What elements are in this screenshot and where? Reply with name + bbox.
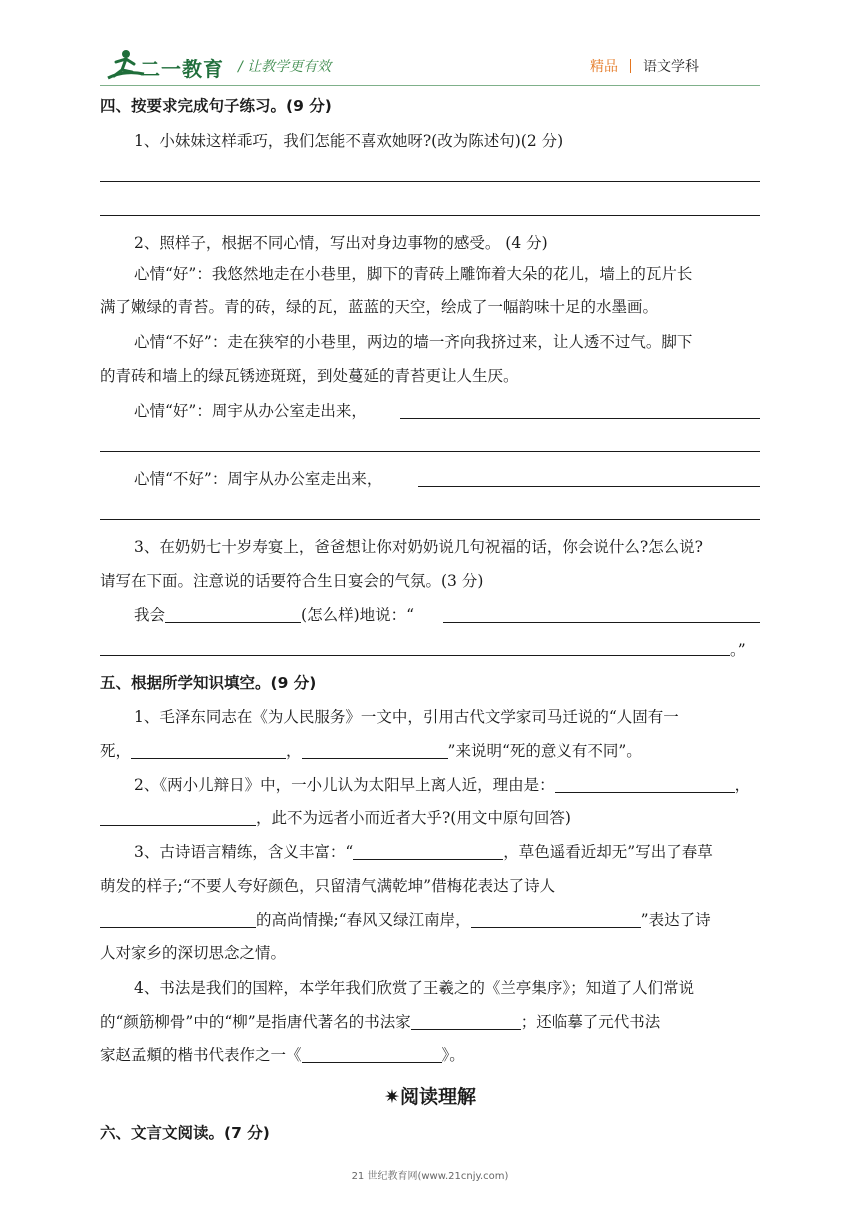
s4-question-3-line-1: 3、在奶奶七十岁寿宴上，爸爸想让你对奶奶说几句祝福的话，你会说什么?怎么说? xyxy=(134,538,703,556)
s5-question-3-line-1 xyxy=(134,842,713,862)
text-fragment: 2、《两小儿辩日》中，一小儿认为太阳早上离人近，理由是： xyxy=(134,776,555,794)
fill-blank[interactable] xyxy=(471,911,641,928)
fill-blank[interactable] xyxy=(131,742,286,759)
header-divider xyxy=(100,85,760,86)
text-fragment: 》。 xyxy=(441,1046,465,1064)
page-header xyxy=(0,0,860,90)
text-fragment: 死， xyxy=(100,742,132,760)
answer-line[interactable] xyxy=(100,655,730,656)
q3-how-label: (怎么样)地说：“ xyxy=(301,606,415,624)
section-5-title: 五、根据所学知识填空。(9 分) xyxy=(100,674,317,692)
s5-question-4-line-3 xyxy=(100,1045,465,1065)
s5-question-3-line-2: 萌发的样子;“不要人夸好颜色，只留清气满乾坤”借梅花表达了诗人 xyxy=(100,877,556,895)
text-fragment: ，草色遥看近却无”写出了春草 xyxy=(503,843,713,861)
fill-blank[interactable] xyxy=(353,843,503,860)
answer-line[interactable] xyxy=(100,451,760,452)
subject-text: 语文学科 xyxy=(643,59,699,75)
answer-line[interactable] xyxy=(443,622,760,623)
answer-line[interactable] xyxy=(418,486,760,487)
slogan: / 让教学更有效 xyxy=(238,59,332,75)
brand-text: 精品 xyxy=(590,59,618,75)
fill-blank[interactable] xyxy=(302,742,448,759)
text-fragment: 家赵孟頫的楷书代表作之一《 xyxy=(100,1046,302,1064)
q3-answer-line xyxy=(134,605,414,625)
text-fragment: ，此不为远者小而近者大乎?(用文中原句回答) xyxy=(256,809,571,827)
s5-question-3-line-3 xyxy=(100,910,711,930)
section-6-title: 六、文言文阅读。(7 分) xyxy=(100,1124,270,1142)
page-footer: 21 世纪教育网(www.21cnjy.com) xyxy=(351,1171,509,1182)
example-bad-line-2: 的青砖和墙上的绿瓦锈迹斑斑，到处蔓延的青苔更让人生厌。 xyxy=(100,367,519,385)
fill-blank[interactable] xyxy=(302,1046,442,1063)
brand-label xyxy=(590,56,699,76)
text-fragment: 的“颜筋柳骨”中的“柳”是指唐代著名的书法家 xyxy=(100,1013,411,1031)
text-fragment: 3、古诗语言精练，含义丰富：“ xyxy=(134,843,354,861)
s5-question-1-line-1: 1、毛泽东同志在《为人民服务》一文中，引用古代文学家司马迁说的“人固有一 xyxy=(134,708,679,726)
answer-line[interactable] xyxy=(400,418,760,419)
quote-end: 。” xyxy=(730,641,746,659)
s5-question-2-line-1 xyxy=(134,775,750,795)
example-bad-line-1: 心情“不好”：走在狭窄的小巷里，两边的墙一齐向我挤过来，让人透不过气。脚下 xyxy=(134,333,693,351)
divider xyxy=(630,59,631,73)
fill-blank[interactable] xyxy=(100,911,256,928)
bad-prompt: 心情“不好”：周宇从办公室走出来， xyxy=(134,470,383,488)
text-fragment: ”表达了诗 xyxy=(640,911,711,929)
how-blank[interactable] xyxy=(165,606,301,623)
fill-blank[interactable] xyxy=(411,1013,521,1030)
s5-question-4-line-2 xyxy=(100,1012,660,1032)
s5-question-1-line-2 xyxy=(100,741,642,761)
reading-section-title: ✷阅读理解 xyxy=(384,1086,476,1108)
fill-blank[interactable] xyxy=(555,776,735,793)
q3-wo-label: 我会 xyxy=(134,606,166,624)
s4-question-2: 2、照样子，根据不同心情，写出对身边事物的感受。 (4 分) xyxy=(134,234,548,252)
text-fragment: ， xyxy=(286,742,302,760)
text-fragment: ”来说明“死的意义有不同”。 xyxy=(447,742,642,760)
fill-blank[interactable] xyxy=(100,809,256,826)
section-4-title: 四、按要求完成句子练习。(9 分) xyxy=(100,97,332,115)
logo-text: 二一教育 xyxy=(140,57,224,81)
answer-line[interactable] xyxy=(100,519,760,520)
s4-question-1: 1、小妹妹这样乖巧，我们怎能不喜欢她呀?(改为陈述句)(2 分) xyxy=(134,132,564,150)
s5-question-2-line-2 xyxy=(100,808,571,828)
answer-line[interactable] xyxy=(100,181,760,182)
good-prompt: 心情“好”：周宇从办公室走出来， xyxy=(134,402,367,420)
text-fragment: ， xyxy=(734,776,751,794)
example-good-line-2: 满了嫩绿的青苔。青的砖，绿的瓦，蓝蓝的天空，绘成了一幅韵味十足的水墨画。 xyxy=(100,298,659,316)
s4-question-3-line-2: 请写在下面。注意说的话要符合生日宴会的气氛。(3 分) xyxy=(100,572,484,590)
answer-line[interactable] xyxy=(100,215,760,216)
s5-question-4-line-1: 4、书法是我们的国粹，本学年我们欣赏了王羲之的《兰亭集序》；知道了人们常说 xyxy=(134,979,695,997)
example-good-line-1: 心情“好”：我悠然地走在小巷里，脚下的青砖上雕饰着大朵的花儿，墙上的瓦片长 xyxy=(134,265,693,283)
text-fragment: ；还临摹了元代书法 xyxy=(520,1013,661,1031)
text-fragment: 的高尚情操;“春风又绿江南岸， xyxy=(256,911,471,929)
s5-question-3-line-4: 人对家乡的深切思念之情。 xyxy=(100,944,287,962)
